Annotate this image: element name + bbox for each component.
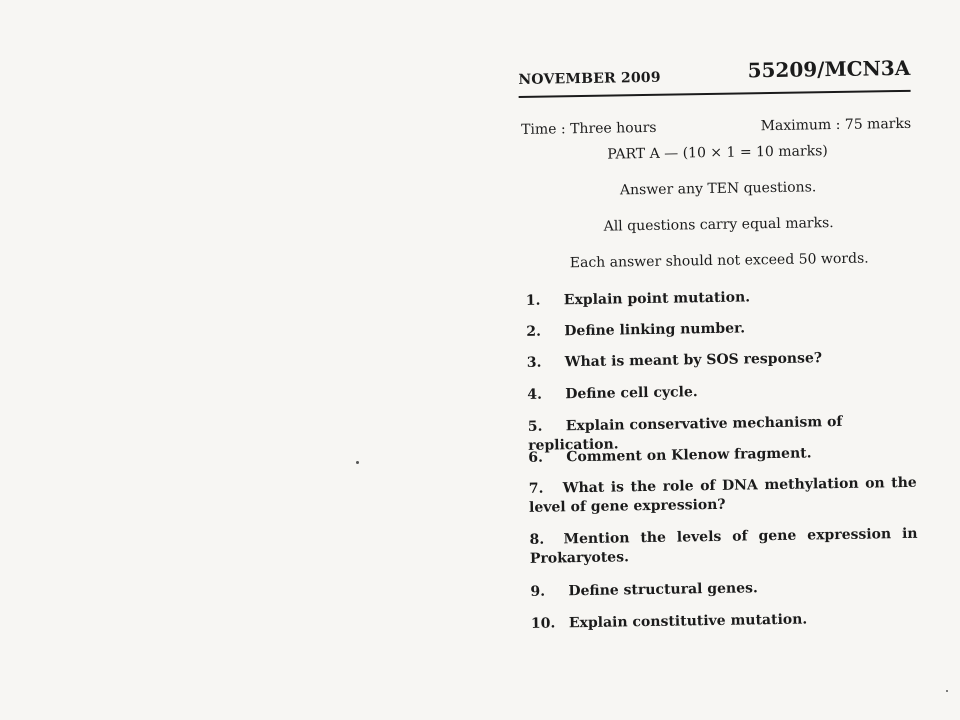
question-number: 1. xyxy=(525,292,541,309)
instruction-equal-marks: All questions carry equal marks. xyxy=(603,215,834,235)
question-text: Define linking number. xyxy=(564,320,746,340)
instruction-word-limit: Each answer should not exceed 50 words. xyxy=(569,250,869,272)
exam-date: NOVEMBER 2009 xyxy=(518,69,661,88)
question-text: What is meant by SOS response? xyxy=(564,350,823,371)
question-number: 7. xyxy=(528,480,544,497)
question-text: Define structural genes. xyxy=(568,580,758,600)
question-text: Explain conservative mechanism of replication. xyxy=(527,413,843,454)
scan-speck xyxy=(946,690,948,692)
page-header xyxy=(518,50,915,100)
question-number: 8. xyxy=(529,531,545,548)
scan-speck xyxy=(356,461,359,464)
question-item xyxy=(527,348,915,373)
time-allowed: Time : Three hours xyxy=(521,119,657,138)
question-item xyxy=(526,317,914,342)
question-number: 3. xyxy=(526,354,542,371)
question-number: 2. xyxy=(526,323,542,340)
header-rule xyxy=(519,90,911,98)
question-text: Mention the levels of gene expression in Prokaryotes. xyxy=(529,525,918,567)
question-item xyxy=(526,286,914,311)
question-text: Comment on Klenow fragment. xyxy=(566,445,812,466)
exam-page xyxy=(518,50,925,656)
question-number: 6. xyxy=(528,449,544,466)
question-item xyxy=(529,525,918,569)
question-text: Explain constitutive mutation. xyxy=(568,611,808,632)
question-text: What is the role of DNA methylation on the level of gene expression? xyxy=(528,474,917,516)
question-item xyxy=(530,577,918,602)
question-text: Define cell cycle. xyxy=(565,384,698,403)
question-number: 10. xyxy=(530,615,556,632)
maximum-marks: Maximum : 75 marks xyxy=(760,115,912,135)
question-item xyxy=(531,609,919,634)
question-number: 4. xyxy=(527,386,543,403)
question-number: 5. xyxy=(527,418,543,435)
exam-code: 55209/MCN3A xyxy=(747,55,911,83)
instruction-answer-any: Answer any TEN questions. xyxy=(619,179,817,199)
part-heading: PART A — (10 × 1 = 10 marks) xyxy=(607,143,828,163)
question-item xyxy=(527,380,915,405)
question-number: 9. xyxy=(530,583,546,600)
question-text: Explain point mutation. xyxy=(563,289,751,309)
question-item xyxy=(529,474,918,518)
